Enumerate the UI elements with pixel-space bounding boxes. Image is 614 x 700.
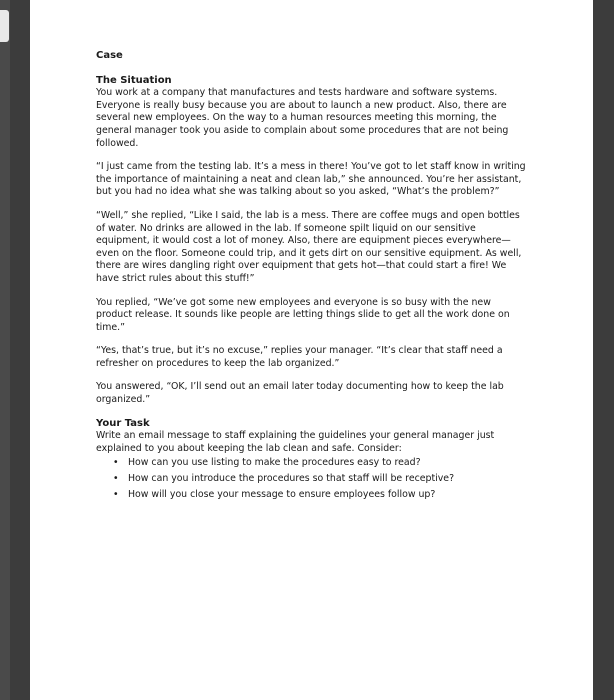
task-bullet-list bbox=[96, 457, 526, 501]
page-content bbox=[96, 50, 526, 504]
list-item bbox=[113, 473, 526, 486]
sidebar-toggle-tab[interactable] bbox=[0, 10, 9, 42]
list-item-text: How can you use listing to make the procedures easy to read? bbox=[128, 457, 421, 469]
paragraph-intro: You work at a company that manufactures and tests hardware and software systems. Everyone is really busy because you are about to launch a new product. Also, there are several new employees. On the way to a human resources meeting this morning, the general manager took you aside to complain about some procedures that are not being followed. bbox=[96, 87, 509, 149]
document-page bbox=[30, 0, 593, 700]
bullet-icon: • bbox=[113, 473, 119, 485]
task-intro: Write an email message to staff explaining the guidelines your general manager just explained to you about keeping the lab clean and safe. Consider: bbox=[96, 430, 495, 454]
paragraph-manager-quote: “I just came from the testing lab. It’s a mess in there! You’ve got to let staff know in writing the importance of maintaining a neat and clean lab,” she announced. You’re her assistant, but you had no idea what she was talking about so you asked, “What’s the problem?” bbox=[96, 161, 526, 198]
paragraph-answer: You answered, “OK, I’ll send out an email later today documenting how to keep the lab organized.” bbox=[96, 381, 504, 406]
task-heading: Your Task bbox=[96, 417, 150, 429]
situation-heading: The Situation bbox=[96, 74, 172, 86]
paragraph-reply: You replied, “We’ve got some new employees and everyone is so busy with the new product release. It sounds like people are letting things slide to get all the work done on time.” bbox=[96, 296, 510, 333]
case-label: Case bbox=[96, 50, 123, 61]
bullet-icon: • bbox=[113, 488, 119, 500]
list-item bbox=[113, 488, 526, 502]
paragraph-manager-response: “Yes, that’s true, but it’s no excuse,” replies your manager. “It’s clear that staff need a refresher on procedures to keep the lab organized.” bbox=[96, 345, 503, 369]
list-item-text: How can you introduce the procedures so that staff will be receptive? bbox=[128, 473, 455, 485]
list-item bbox=[113, 457, 526, 470]
list-item-text: How will you close your message to ensure employees follow up? bbox=[128, 488, 436, 500]
paragraph-lab-problems: “Well,” she replied, “Like I said, the lab is a mess. There are coffee mugs and open bottles of water. No drinks are allowed in the lab. If someone spilt liquid on our sensitive equipment, it would cost a lot of money. Also, there are equipment pieces everywhere—even on the floor. Someone could trip, and it gets dirt on our sensitive equipment. As well, there are wires dangling right over equipment that gets hot—that could start a fire! We have strict rules about this stuff!” bbox=[96, 209, 522, 284]
left-sidebar-strip bbox=[0, 0, 10, 700]
bullet-icon: • bbox=[113, 457, 119, 469]
